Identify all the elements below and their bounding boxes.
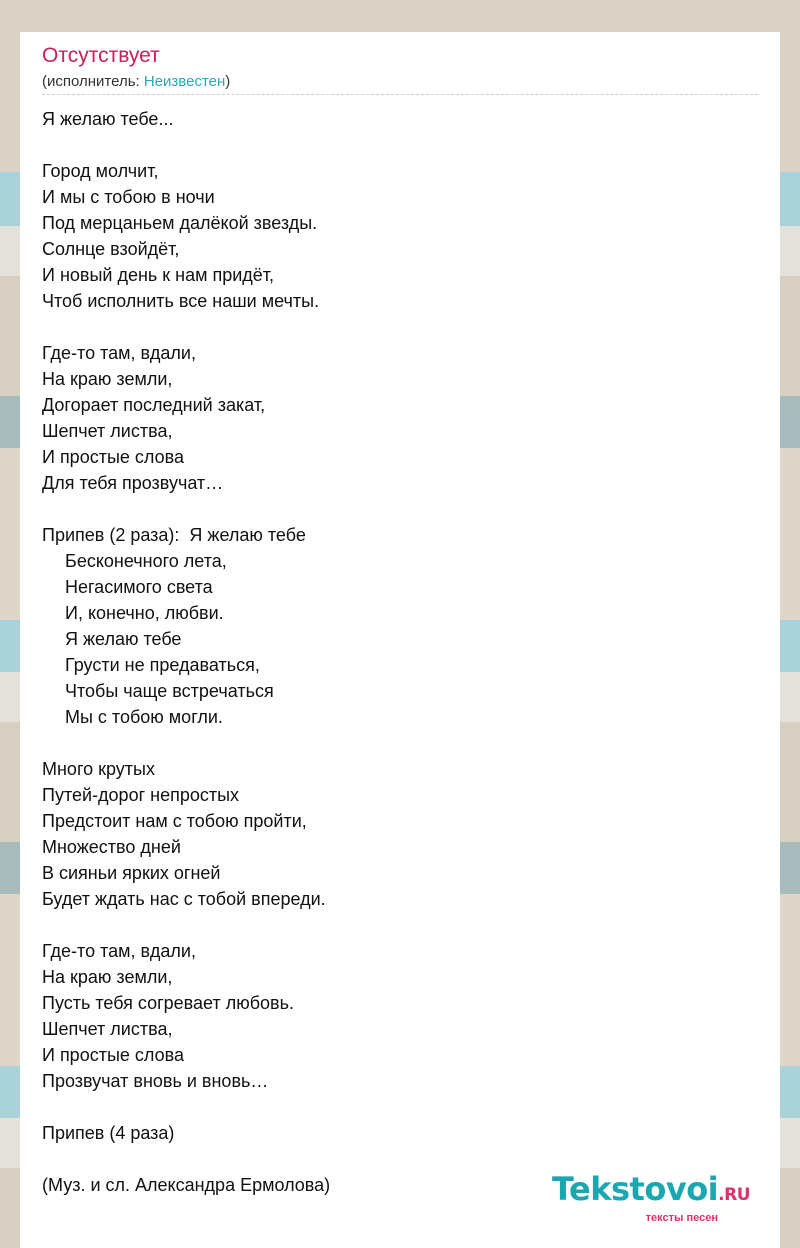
song-credits: (Муз. и сл. Александра Ермолова) <box>42 1175 331 1195</box>
chorus-line: Мы с тобою могли. <box>65 707 223 727</box>
lyric-line: Множество дней <box>42 837 181 857</box>
artist-suffix: ) <box>225 73 231 90</box>
lyric-line: Прозвучат вновь и вновь… <box>42 1071 269 1091</box>
artist-prefix: (исполнитель: <box>42 73 144 90</box>
lyric-line: На краю земли, <box>42 967 173 987</box>
lyric-line: И простые слова <box>42 447 184 467</box>
lyric-line: И мы с тобою в ночи <box>42 187 215 207</box>
lyric-line: Догорает последний закат, <box>42 395 266 415</box>
chorus-repeat: Припев (4 раза) <box>42 1123 175 1143</box>
lyric-line: Где-то там, вдали, <box>42 343 196 363</box>
artist-link[interactable]: Неизвестен <box>143 73 226 90</box>
lyric-line: Под мерцаньем далёкой звезды. <box>42 213 318 233</box>
lyric-line: Чтоб исполнить все наши мечты. <box>42 291 320 311</box>
lyric-line: И простые слова <box>42 1045 184 1065</box>
stanza-gap <box>42 132 758 158</box>
artist-line <box>42 73 230 90</box>
logo-tagline: тексты песен <box>645 1212 718 1224</box>
logo-name: Tekstovoi <box>551 1170 719 1208</box>
lyric-line: Для тебя прозвучат… <box>42 473 224 493</box>
lyrics-block <box>42 106 758 1198</box>
lyric-line: В сияньи ярких огней <box>42 863 221 883</box>
lyric-line: Шепчет листва, <box>42 1019 173 1039</box>
lyric-line: Город молчит, <box>42 161 159 181</box>
stanza-gap <box>42 912 758 938</box>
chorus-line: Бесконечного лета, <box>65 551 227 571</box>
song-title: Отсутствует <box>42 44 160 67</box>
chorus-line: Чтобы чаще встречаться <box>65 681 274 701</box>
site-logo[interactable] <box>552 1172 750 1224</box>
stanza-gap <box>42 1094 758 1120</box>
song-card <box>20 32 780 1248</box>
stanza-gap <box>42 314 758 340</box>
stanza-gap <box>42 496 758 522</box>
lyric-line: Солнце взойдёт, <box>42 239 180 259</box>
chorus-line: Грусти не предаваться, <box>65 655 260 675</box>
lyric-line: И новый день к нам придёт, <box>42 265 275 285</box>
chorus-line: Я желаю тебе <box>65 629 182 649</box>
lyric-line: Путей-дорог непростых <box>42 785 240 805</box>
lyric-line: Предстоит нам с тобою пройти, <box>42 811 307 831</box>
chorus-header: Припев (2 раза): Я желаю тебе <box>42 525 306 545</box>
lyrics-intro: Я желаю тебе... <box>42 109 174 129</box>
chorus-line: И, конечно, любви. <box>65 603 224 623</box>
lyric-line: Будет ждать нас с тобой впереди. <box>42 889 326 909</box>
logo-wordmark <box>552 1172 750 1212</box>
lyric-line: Шепчет листва, <box>42 421 173 441</box>
lyric-line: Пусть тебя согревает любовь. <box>42 993 294 1013</box>
lyric-line: Где-то там, вдали, <box>42 941 196 961</box>
stanza-gap <box>42 730 758 756</box>
stanza-gap <box>42 1146 758 1172</box>
title-divider <box>42 94 758 95</box>
lyric-line: Много крутых <box>42 759 155 779</box>
logo-tld: .RU <box>718 1185 750 1205</box>
chorus-line: Негасимого света <box>65 577 213 597</box>
lyric-line: На краю земли, <box>42 369 173 389</box>
